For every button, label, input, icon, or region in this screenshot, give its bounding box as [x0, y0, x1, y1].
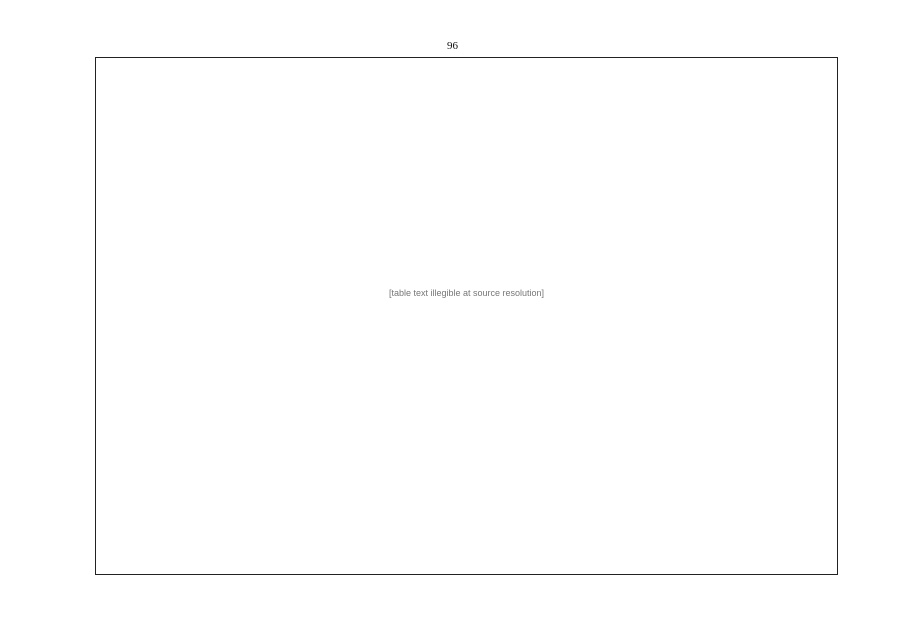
- illegible-notice: [table text illegible at source resolution]: [388, 288, 545, 298]
- page-number: 96: [447, 40, 458, 52]
- budget-table-frame: [95, 57, 838, 575]
